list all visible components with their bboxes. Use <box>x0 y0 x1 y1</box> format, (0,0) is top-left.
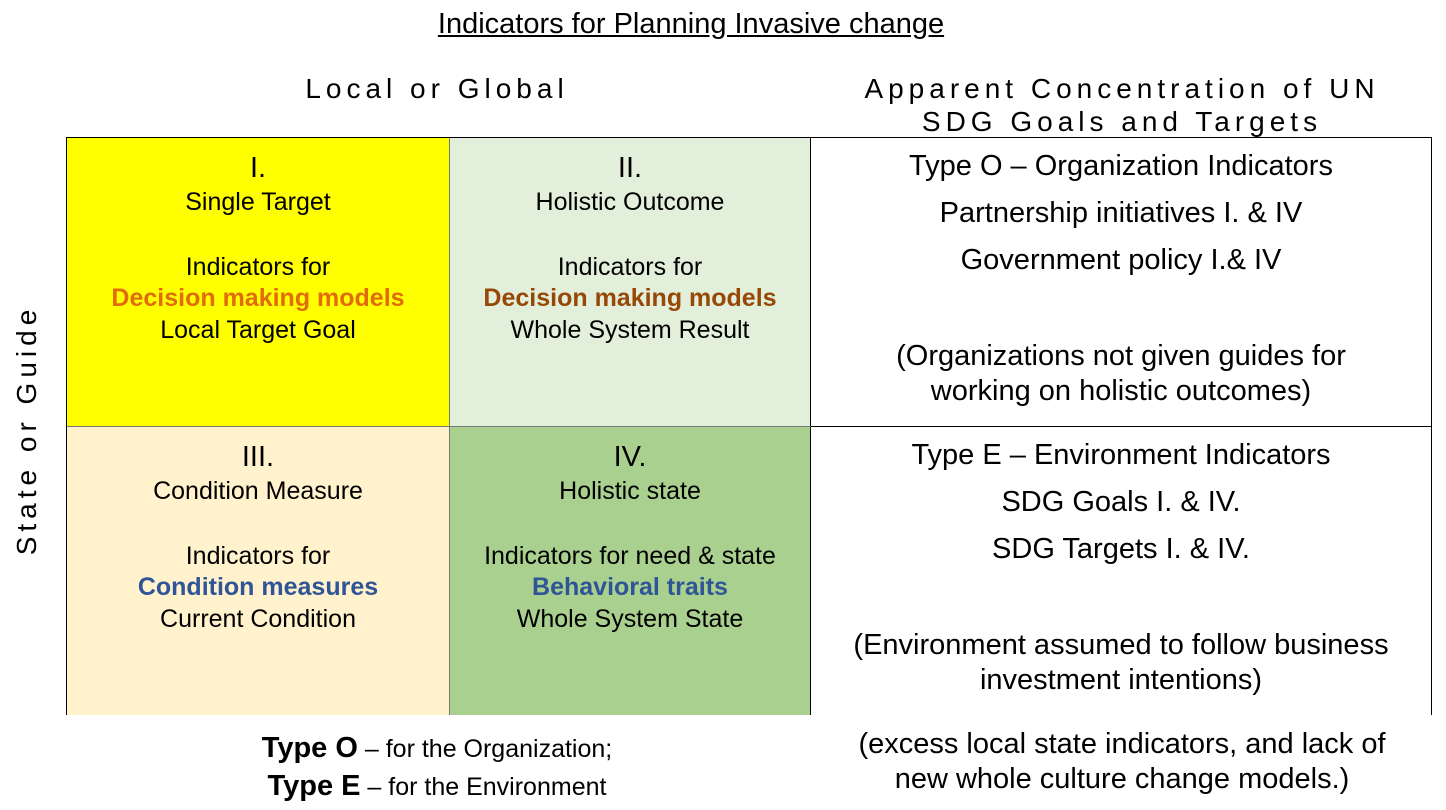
quadrant-grid <box>66 137 1432 715</box>
quadrant-number: IV. <box>613 441 647 473</box>
quadrant-indicators-label: Indicators for need & state <box>484 542 776 570</box>
quadrant-subtitle: Condition Measure <box>153 477 363 505</box>
quadrant-number: I. <box>249 152 267 184</box>
type-legend <box>67 730 807 806</box>
type-o-item: Partnership initiatives I. & IV <box>939 197 1303 229</box>
quadrant-result: Local Target Goal <box>160 316 356 344</box>
quadrant-indicators-label: Indicators for <box>557 253 703 281</box>
type-e-note-line2: investment intentions) <box>979 664 1263 696</box>
diagram-title: Indicators for Planning Invasive change <box>437 8 945 40</box>
type-o-note-line1: (Organizations not given guides for <box>896 340 1346 372</box>
right-header-line1: Apparent Concentration of UN <box>864 73 1380 104</box>
type-o-label: Type O <box>261 732 358 764</box>
type-e-heading: Type E – Environment Indicators <box>911 439 1331 471</box>
type-o-note-line2: working on holistic outcomes) <box>930 375 1312 407</box>
type-e-panel <box>811 427 1431 715</box>
quadrant-indicators-label: Indicators for <box>185 253 331 281</box>
quadrant-number: III. <box>241 441 275 473</box>
type-e-note-line1: (Environment assumed to follow business <box>853 629 1389 661</box>
footer-note-line2: new whole culture change models.) <box>894 763 1350 795</box>
row-axis-label: State or Guide <box>11 304 42 556</box>
type-o-heading: Type O – Organization Indicators <box>909 150 1333 182</box>
quadrant-subtitle: Holistic Outcome <box>535 188 725 216</box>
type-o-panel <box>811 138 1431 427</box>
quadrant-model: Decision making models <box>483 284 777 312</box>
type-e-text: – for the Environment <box>360 773 607 801</box>
quadrant-2 <box>450 138 811 427</box>
footer-note <box>812 727 1432 797</box>
right-header-line2: SDG Goals and Targets <box>921 106 1323 137</box>
type-o-legend <box>67 730 807 768</box>
quadrant-3 <box>67 427 450 715</box>
type-e-label: Type E <box>267 770 361 802</box>
quadrant-subtitle: Single Target <box>185 188 331 216</box>
quadrant-indicators-label: Indicators for <box>185 542 331 570</box>
right-column-header <box>812 72 1432 138</box>
quadrant-model: Decision making models <box>111 284 405 312</box>
column-axis-label: Local or Global <box>305 73 569 104</box>
quadrant-model: Behavioral traits <box>532 573 728 601</box>
type-e-legend <box>67 768 807 806</box>
type-e-item: SDG Targets I. & IV. <box>992 533 1250 565</box>
quadrant-1 <box>67 138 450 427</box>
type-e-item: SDG Goals I. & IV. <box>1001 486 1241 518</box>
type-o-text: – for the Organization; <box>357 735 613 763</box>
type-e-note <box>811 628 1431 698</box>
quadrant-result: Whole System Result <box>510 316 750 344</box>
quadrant-result: Current Condition <box>160 605 356 633</box>
type-o-item: Government policy I.& IV <box>960 244 1282 276</box>
quadrant-subtitle: Holistic state <box>559 477 701 505</box>
quadrant-model: Condition measures <box>137 573 379 601</box>
quadrant-4 <box>450 427 811 715</box>
type-o-note <box>811 339 1431 409</box>
footer-note-line1: (excess local state indicators, and lack of <box>858 728 1386 760</box>
quadrant-result: Whole System State <box>516 605 744 633</box>
quadrant-number: II. <box>617 152 643 184</box>
